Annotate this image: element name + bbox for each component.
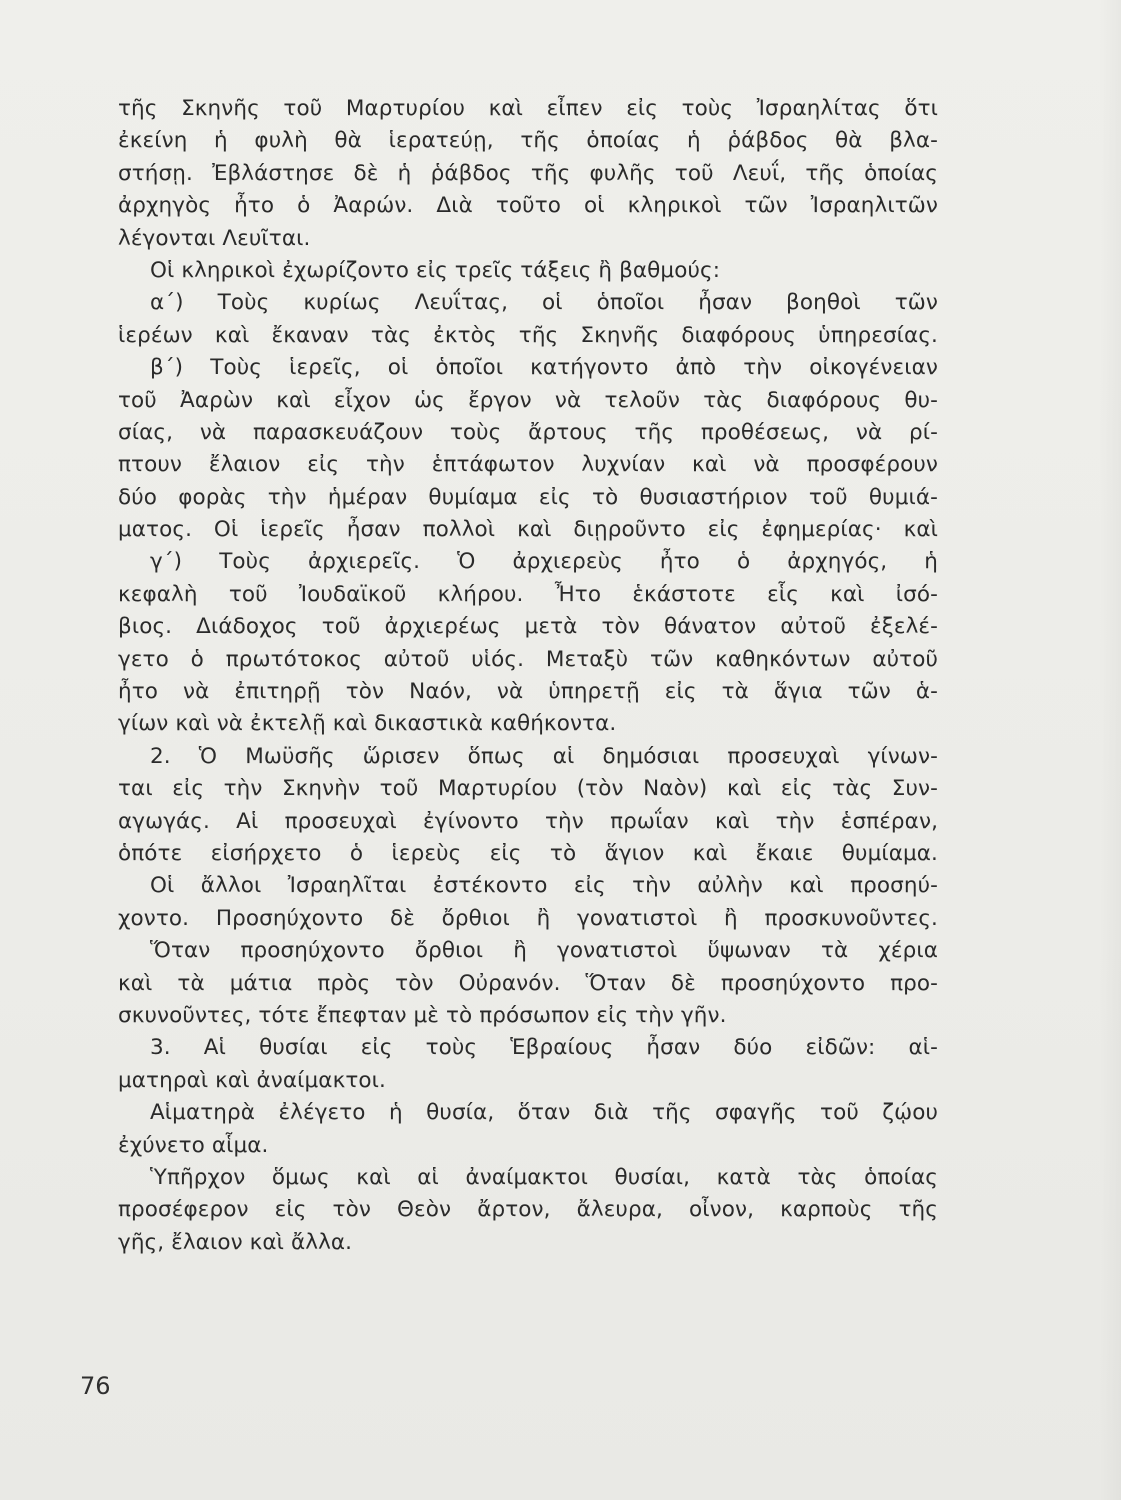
text-line: Οἱ κληρικοὶ ἐχωρίζοντο εἰς τρεῖς τάξεις ἢ βαθμούς: — [150, 257, 721, 283]
text-line: χοντο. Προσηύχοντο δὲ ὄρθιοι ἢ γονατιστοὶ ἢ προσκυνοῦντες. — [118, 905, 938, 931]
text-line: Αἱματηρὰ ἐλέγετο ἡ θυσία, ὅταν διὰ τῆς σφαγῆς τοῦ ζῴου — [150, 1100, 938, 1126]
text-line: γ΄) Τοὺς ἀρχιερεῖς. Ὁ ἀρχιερεὺς ἦτο ὁ ἀρχηγός, ἡ — [150, 549, 938, 575]
text-line: τῆς Σκηνῆς τοῦ Μαρτυρίου καὶ εἶπεν εἰς τοὺς Ἰσραηλίτας ὅτι — [118, 96, 938, 121]
text-line: Ὅταν προσηύχοντο ὄρθιοι ἢ γονατιστοὶ ὕψωναν τὰ χέρια — [150, 938, 938, 964]
text-line: 3. Αἱ θυσίαι εἰς τοὺς Ἑβραίους ἦσαν δύο εἰδῶν: αἱ- — [150, 1035, 938, 1061]
page-edge — [1099, 0, 1121, 1500]
text-line: τοῦ Ἀαρὼν καὶ εἶχον ὡς ἔργον νὰ τελοῦν τὰς διαφόρους θυ- — [118, 387, 938, 413]
text-line: λέγονται Λευῖται. — [118, 225, 311, 251]
text-line: ται εἰς τὴν Σκηνὴν τοῦ Μαρτυρίου (τὸν Ναὸν) καὶ εἰς τὰς Συν- — [118, 776, 938, 802]
text-line: σίας, νὰ παρασκευάζουν τοὺς ἄρτους τῆς προθέσεως, νὰ ρί- — [118, 419, 938, 445]
text-line: γετο ὁ πρωτότοκος αὐτοῦ υἱός. Μεταξὺ τῶν καθηκόντων αὐτοῦ — [118, 646, 938, 672]
text-line: ἐκείνη ἡ φυλὴ θὰ ἱερατεύῃ, τῆς ὁποίας ἡ ῥάβδος θὰ βλα- — [118, 128, 938, 154]
text-line: πτουν ἔλαιον εἰς τὴν ἑπτάφωτον λυχνίαν καὶ νὰ προσφέρουν — [118, 452, 938, 478]
text-line: δύο φορὰς τὴν ἡμέραν θυμίαμα εἰς τὸ θυσιαστήριον τοῦ θυμιά- — [118, 484, 938, 510]
page-number: 76 — [80, 1372, 111, 1400]
text-line: 2. Ὁ Μωϋσῆς ὥρισεν ὅπως αἱ δημόσιαι προσευχαὶ γίνων- — [150, 743, 938, 769]
text-line: ματηραὶ καὶ ἀναίμακτοι. — [118, 1067, 386, 1093]
body-text — [118, 93, 938, 1259]
text-line: γίων καὶ νὰ ἐκτελῇ καὶ δικαστικὰ καθήκοντα. — [118, 711, 617, 737]
text-line: ἦτο νὰ ἐπιτηρῇ τὸν Ναόν, νὰ ὑπηρετῇ εἰς τὰ ἅγια τῶν ἁ- — [118, 679, 938, 705]
text-line: ἀρχηγὸς ἦτο ὁ Ἀαρών. Διὰ τοῦτο οἱ κληρικοὶ τῶν Ἰσραηλιτῶν — [118, 193, 938, 219]
text-line: προσέφερον εἰς τὸν Θεὸν ἄρτον, ἄλευρα, οἶνον, καρποὺς τῆς — [118, 1197, 938, 1223]
text-line: αγωγάς. Αἱ προσευχαὶ ἐγίνοντο τὴν πρωΐαν καὶ τὴν ἑσπέραν, — [118, 808, 938, 834]
text-line: α΄) Τοὺς κυρίως Λευΐτας, οἱ ὁποῖοι ἦσαν βοηθοὶ τῶν — [150, 290, 938, 316]
text-line: Οἱ ἄλλοι Ἰσραηλῖται ἐστέκοντο εἰς τὴν αὐλὴν καὶ προσηύ- — [150, 873, 938, 899]
text-line: ὁπότε εἰσήρχετο ὁ ἱερεὺς εἰς τὸ ἅγιον καὶ ἔκαιε θυμίαμα. — [118, 840, 938, 866]
text-line: Ὑπῆρχον ὅμως καὶ αἱ ἀναίμακτοι θυσίαι, κατὰ τὰς ὁποίας — [150, 1164, 938, 1190]
text-line: ματος. Οἱ ἱερεῖς ἦσαν πολλοὶ καὶ διῃροῦντο εἰς ἐφημερίας· καὶ — [118, 517, 938, 543]
text-line: στήσῃ. Ἐβλάστησε δὲ ἡ ῥάβδος τῆς φυλῆς τοῦ Λευΐ, τῆς ὁποίας — [118, 160, 938, 186]
text-line: κεφαλὴ τοῦ Ἰουδαϊκοῦ κλήρου. Ἦτο ἑκάστοτε εἷς καὶ ἰσό- — [118, 581, 938, 607]
text-line: γῆς, ἔλαιον καὶ ἄλλα. — [118, 1229, 353, 1255]
text-line: καὶ τὰ μάτια πρὸς τὸν Οὐρανόν. Ὅταν δὲ προσηύχοντο προ- — [118, 970, 938, 996]
text-line: β΄) Τοὺς ἱερεῖς, οἱ ὁποῖοι κατήγοντο ἀπὸ τὴν οἰκογένειαν — [150, 355, 938, 381]
text-line: βιος. Διάδοχος τοῦ ἀρχιερέως μετὰ τὸν θάνατον αὐτοῦ ἐξελέ- — [118, 614, 938, 640]
text-line: ἱερέων καὶ ἔκαναν τὰς ἐκτὸς τῆς Σκηνῆς διαφόρους ὑπηρεσίας. — [118, 322, 938, 348]
text-line: ἐχύνετο αἷμα. — [118, 1132, 269, 1158]
text-line: σκυνοῦντες, τότε ἔπεφταν μὲ τὸ πρόσωπον εἰς τὴν γῆν. — [118, 1002, 727, 1028]
